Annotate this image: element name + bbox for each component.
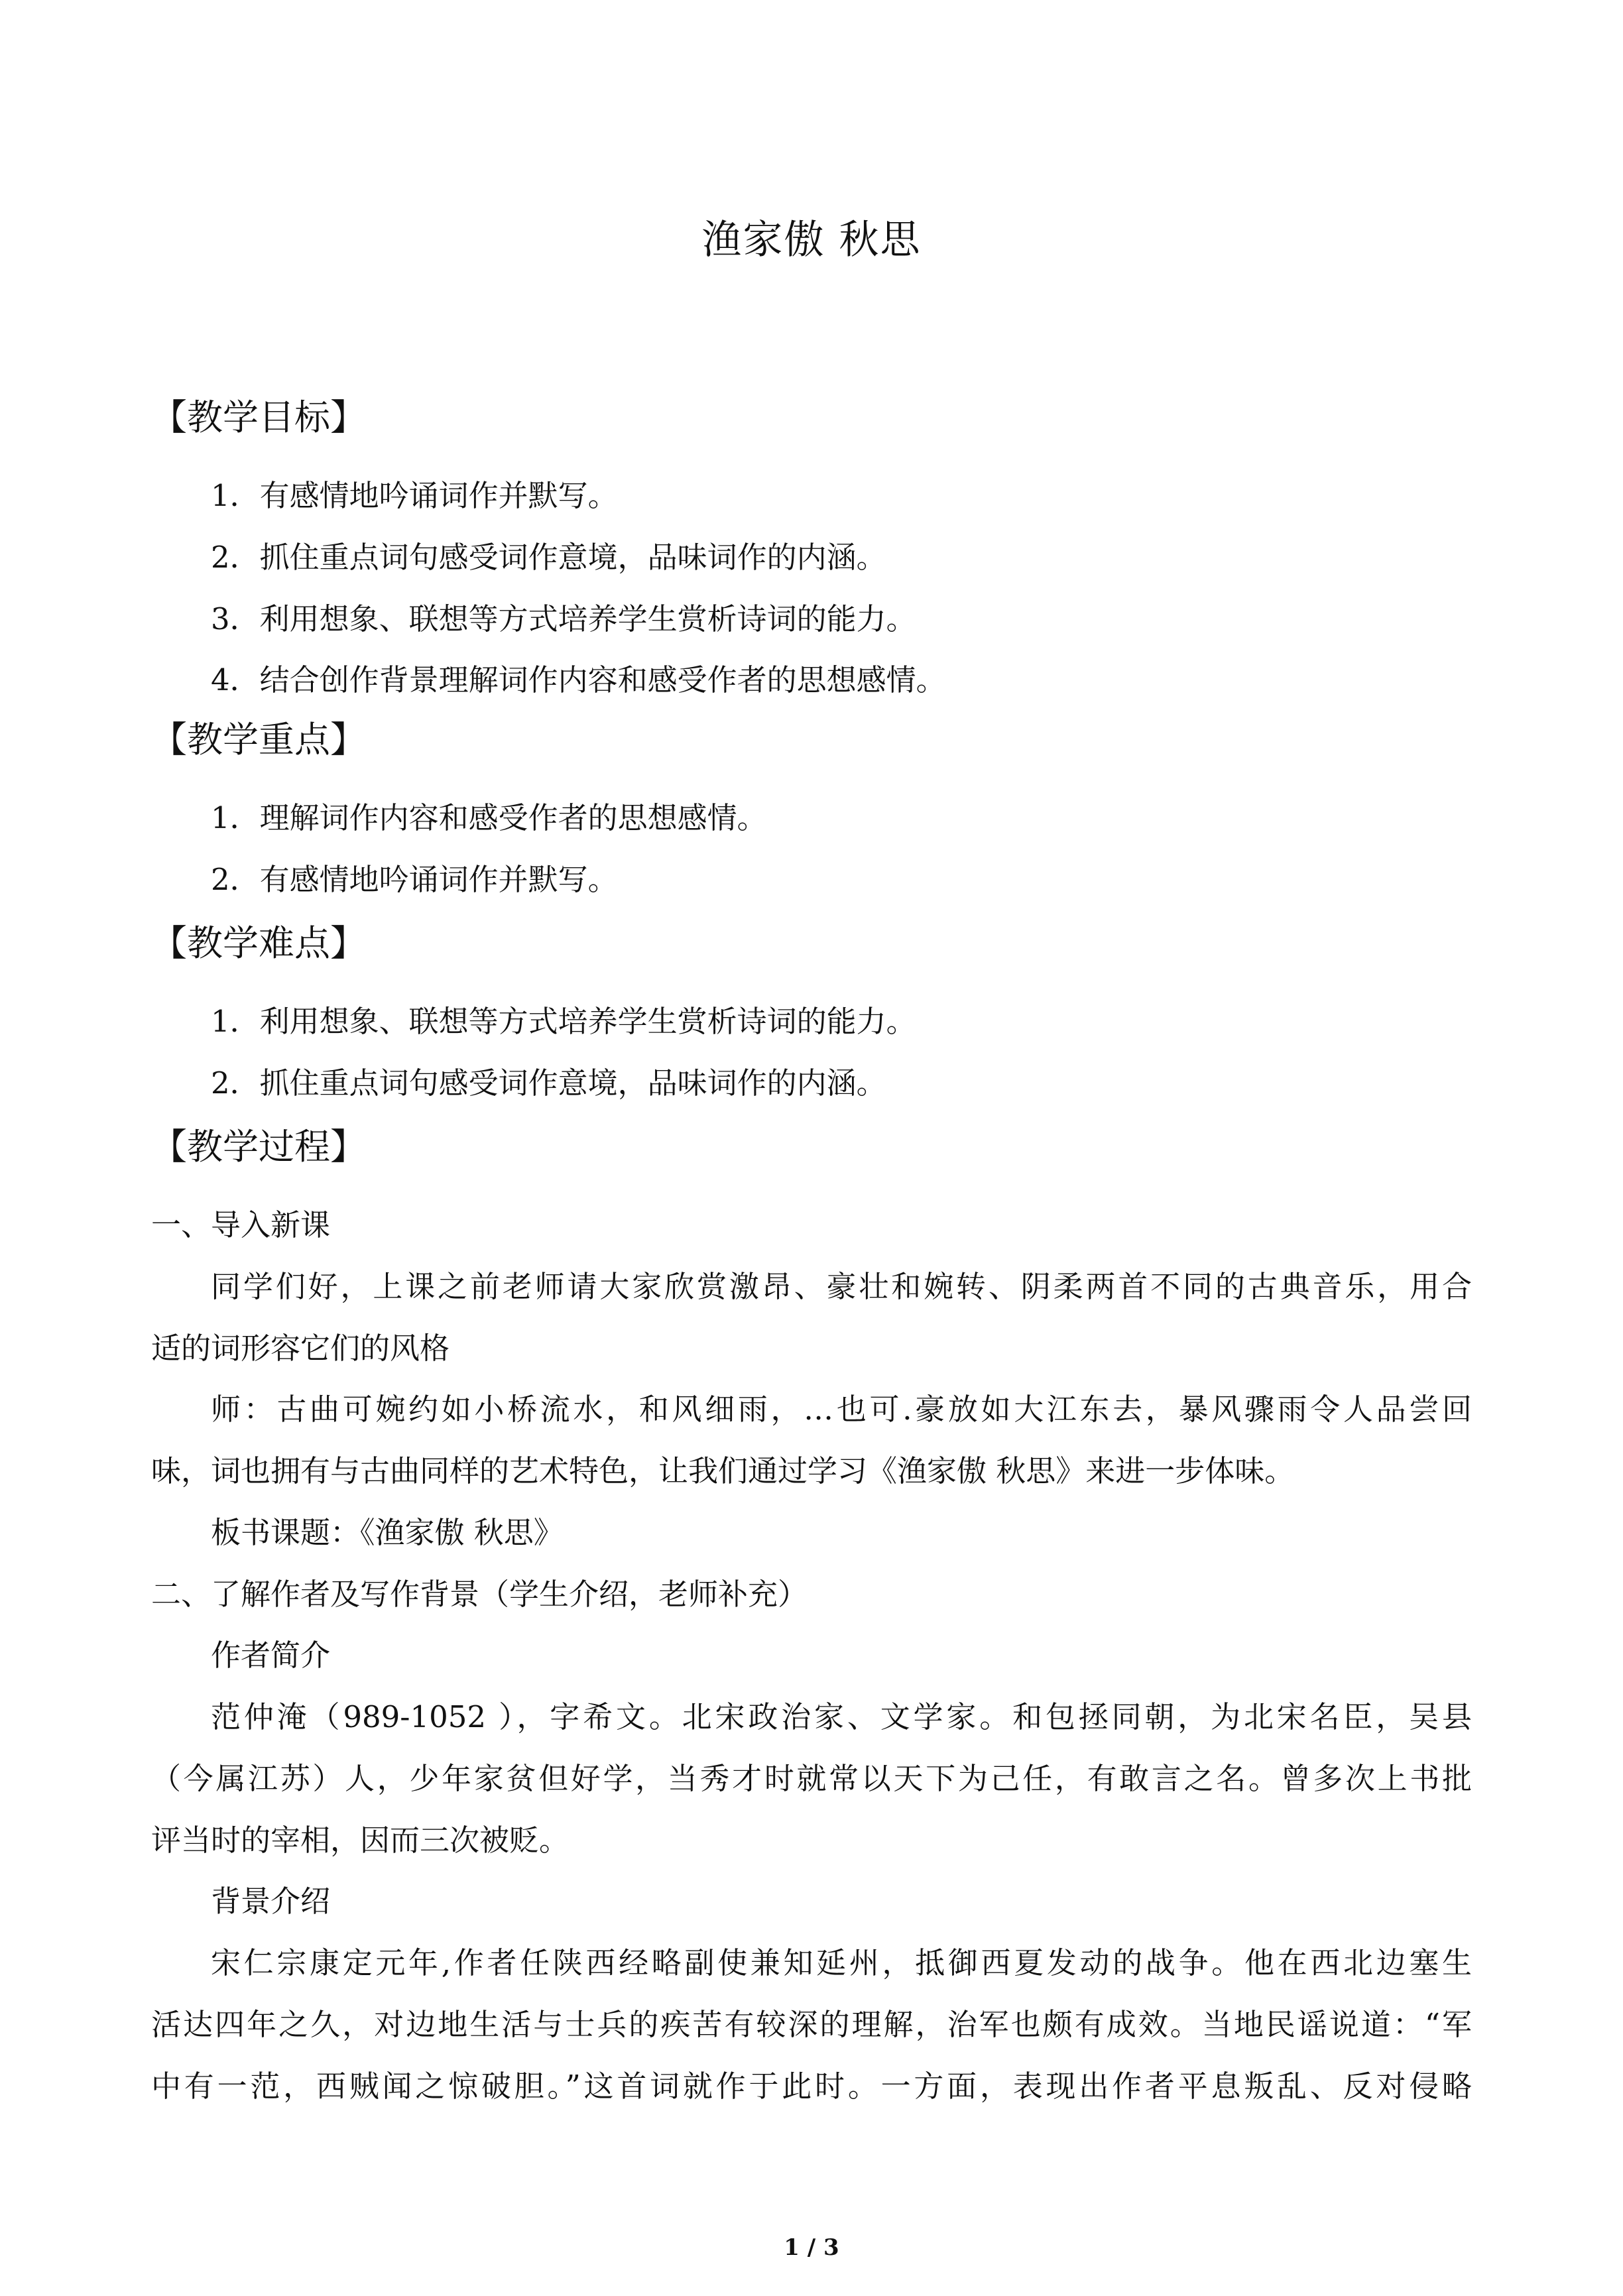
subheading-author-intro: 作者简介 xyxy=(211,1638,331,1673)
list-item: 1．理解词作内容和感受作者的思想感情。 xyxy=(211,800,767,835)
paragraph-line: 范仲淹（989-1052 ），字希文。北宋政治家、文学家。和包拯同朝，为北宋名臣，吴县 xyxy=(211,1699,1472,1734)
section-heading-key-points: 【教学重点】 xyxy=(151,719,366,760)
paragraph-line: 板书课题：《渔家傲 秋思》 xyxy=(211,1515,564,1550)
paragraph-line: 适的词形容它们的风格 xyxy=(151,1331,450,1366)
outline-heading-intro: 一、导入新课 xyxy=(151,1207,331,1242)
outline-heading-author: 二、了解作者及写作背景（学生介绍，老师补充） xyxy=(151,1577,808,1612)
paragraph-line: 活达四年之久，对边地生活与士兵的疾苦有较深的理解，治军也颇有成效。当地民谣说道：“军 xyxy=(151,2007,1472,2042)
paragraph-line: （今属江苏）人，少年家贫但好学，当秀才时就常以天下为己任，有敢言之名。曾多次上书批 xyxy=(151,1761,1472,1796)
paragraph-line: 师：古曲可婉约如小桥流水，和风细雨，…也可.豪放如大江东去，暴风骤雨令人品尝回 xyxy=(211,1392,1472,1427)
list-item: 3．利用想象、联想等方式培养学生赏析诗词的能力。 xyxy=(211,601,916,636)
paragraph-line: 宋仁宗康定元年,作者任陕西经略副使兼知延州，抵御西夏发动的战争。他在西北边塞生 xyxy=(211,1945,1472,1980)
list-item: 1．利用想象、联想等方式培养学生赏析诗词的能力。 xyxy=(211,1004,916,1039)
page-number: 1 / 3 xyxy=(784,2234,839,2261)
subheading-background-intro: 背景介绍 xyxy=(211,1884,331,1919)
list-item: 2．抓住重点词句感受词作意境，品味词作的内涵。 xyxy=(211,540,886,575)
section-heading-objectives: 【教学目标】 xyxy=(151,396,366,438)
list-item: 1．有感情地吟诵词作并默写。 xyxy=(211,478,618,513)
list-item: 2．有感情地吟诵词作并默写。 xyxy=(211,862,618,897)
paragraph-line: 评当时的宰相，因而三次被贬。 xyxy=(151,1823,570,1858)
list-item: 2．抓住重点词句感受词作意境，品味词作的内涵。 xyxy=(211,1065,886,1101)
paragraph-line: 中有一范，西贼闻之惊破胆。”这首词就作于此时。一方面，表现出作者平息叛乱、反对侵略 xyxy=(151,2069,1472,2104)
section-heading-difficulties: 【教学难点】 xyxy=(151,922,366,964)
paragraph-line: 同学们好，上课之前老师请大家欣赏激昂、豪壮和婉转、阴柔两首不同的古典音乐，用合 xyxy=(211,1269,1472,1304)
page-title: 渔家傲 秋思 xyxy=(701,217,922,263)
list-item: 4．结合创作背景理解词作内容和感受作者的思想感情。 xyxy=(211,662,946,697)
section-heading-process: 【教学过程】 xyxy=(151,1126,366,1168)
paragraph-line: 味，词也拥有与古曲同样的艺术特色，让我们通过学习《渔家傲 秋思》来进一步体味。 xyxy=(151,1453,1295,1488)
